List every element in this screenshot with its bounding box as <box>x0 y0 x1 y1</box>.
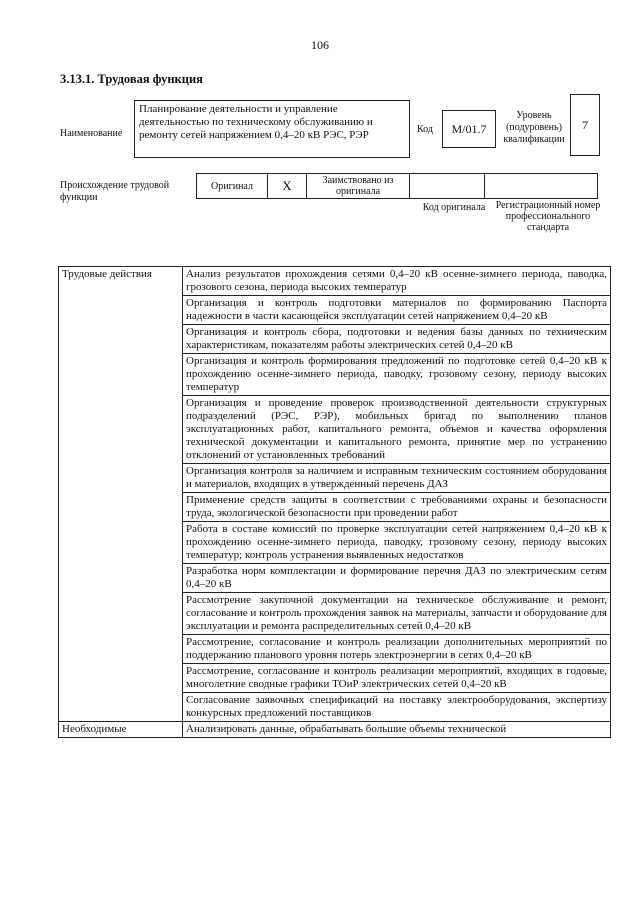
name-label: Наименование <box>60 128 123 139</box>
table-row <box>59 722 611 738</box>
reg-number-cell <box>484 173 598 199</box>
labor-action-item: Организация и проведение проверок производственной деятельности структурных подразделений (РЭС, РЭР), мобильных бригад по выполнению планов эксплуатационных работ, капитального ремонта, объемов и качества оформления технической документации и капитального ремонта, принятие мер по устранению отклонений от установленных требований <box>183 396 611 464</box>
function-name-box: Планирование деятельности и управление деятельностью по техническому обслуживанию и ремонту сетей напряжением 0,4–20 кВ РЭС, РЭР <box>134 100 410 158</box>
reg-number-caption: Регистрационный номер профессионального стандарта <box>495 200 601 233</box>
origin-label: Происхождение трудовой функции <box>60 180 170 203</box>
original-cell <box>196 173 268 199</box>
code-original-caption: Код оригинала <box>422 202 486 213</box>
borrowed-label: Заимствовано из оригинала <box>322 175 394 197</box>
labor-action-item: Рассмотрение закупочной документации на техническое обслуживание и ремонт, согласование и контроль прохождения заявок на материалы, запчасти и оборудование для эксплуатации и ремонта распределительных сетей 0,4–20 кВ <box>183 593 611 635</box>
labor-action-item: Разработка норм комплектации и формирование перечня ДАЗ по электрическим сетям 0,4–20 кВ <box>183 564 611 593</box>
original-mark: Х <box>282 178 292 193</box>
level-label: Уровень (подуровень) квалификации <box>503 110 565 145</box>
origin-row <box>196 173 602 199</box>
labor-action-item: Рассмотрение, согласование и контроль реализации дополнительных мероприятий по поддержанию планового уровня потерь электроэнергии в сетях 0,4–20 кВ <box>183 635 611 664</box>
labor-action-item: Организация и контроль формирования предложений по подготовке сетей 0,4–20 кВ к прохождению осенне-зимнего периода, паводку, грозовому сезону, периоду высоких температур <box>183 354 611 396</box>
labor-actions-label: Трудовые действия <box>59 267 183 722</box>
labor-action-item: Анализ результатов прохождения сетями 0,4–20 кВ осенне-зимнего периода, паводка, грозового сезона, периода высоких температур <box>183 267 611 296</box>
section-title: 3.13.1. Трудовая функция <box>60 72 203 86</box>
borrowed-cell <box>306 173 410 199</box>
labor-action-item: Организация и контроль подготовки материалов по формированию Паспорта надежности в части касающейся эксплуатации сетей напряжением 0,4–20 кВ <box>183 296 611 325</box>
labor-action-item: Организация контроля за наличием и исправным техническим состоянием оборудования и материалов, входящих в утвержденный перечень ДАЗ <box>183 464 611 493</box>
labor-action-item: Работа в составе комиссий по проверке эксплуатации сетей напряжением 0,4–20 кВ к прохождению осенне-зимнего периода, паводку, грозовому сезону, периоду высоких температур; контроль устранения выявленных недостатков <box>183 522 611 564</box>
skills-item: Анализировать данные, обрабатывать большие объемы технической <box>183 722 611 738</box>
labor-actions-table <box>58 266 611 738</box>
labor-action-item: Организация и контроль сбора, подготовки и ведения базы данных по техническим характеристикам, показателям работы электрических сетей 0,4–20 кВ <box>183 325 611 354</box>
table-row <box>59 267 611 296</box>
labor-action-item: Рассмотрение, согласование и контроль реализации мероприятий, входящих в годовые, многолетние сводные графики ТОиР электрических сетей 0,4–20 кВ <box>183 664 611 693</box>
page-number: 106 <box>311 38 329 52</box>
labor-action-item: Согласование заявочных спецификаций на поставку электрооборудования, экспертизу конкурсных предложений поставщиков <box>183 693 611 722</box>
labor-action-item: Применение средств защиты в соответствии с требованиями охраны и безопасности труда, экологической безопасности при проведении работ <box>183 493 611 522</box>
level-value-box: 7 <box>570 94 600 156</box>
original-mark-cell <box>267 173 307 199</box>
original-label: Оригинал <box>211 180 253 192</box>
code-original-cell <box>409 173 485 199</box>
code-value-box: М/01.7 <box>442 110 496 148</box>
code-label: Код <box>417 124 433 135</box>
skills-label: Необходимые <box>59 722 183 738</box>
